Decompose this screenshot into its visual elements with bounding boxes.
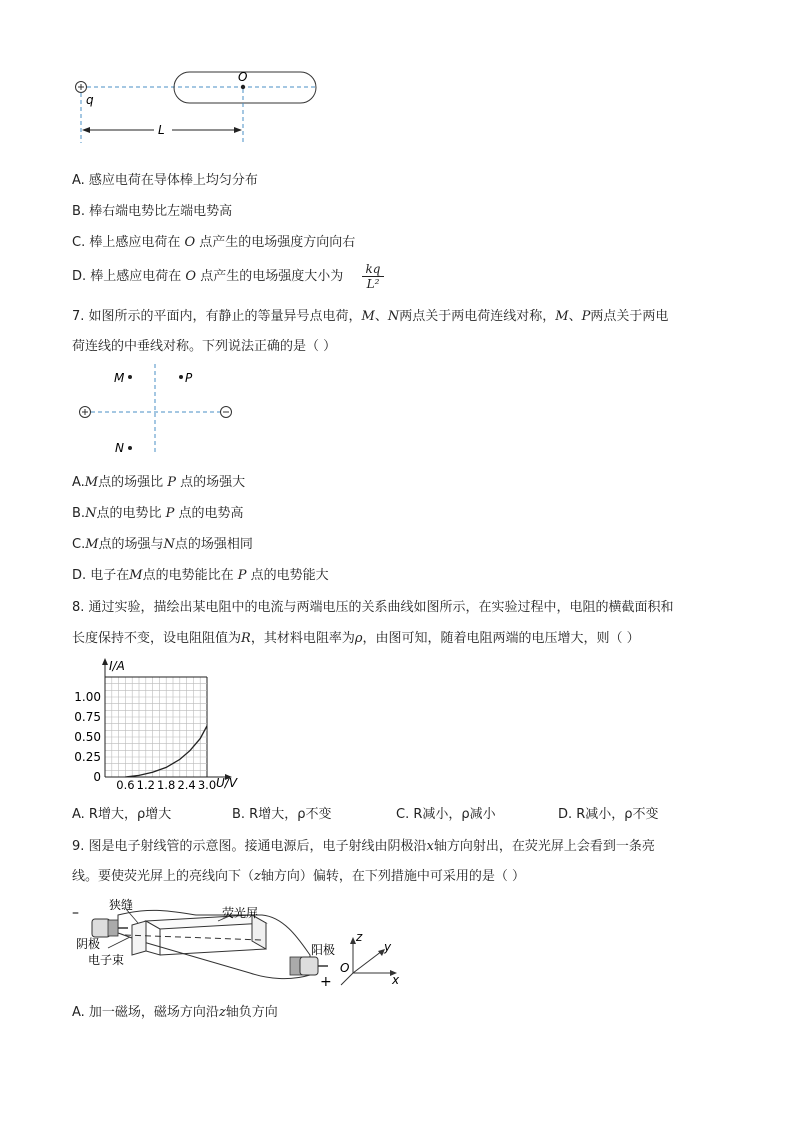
q7-c-n: N (163, 537, 175, 552)
q7-d-text3: 点的电势能大 (250, 568, 329, 583)
q8-text: 长度保持不变，设电阻阻值为 (72, 631, 242, 646)
anode-electrode (290, 957, 328, 975)
beam-pointer (108, 937, 130, 948)
q7-d-text2: 点的电势能比在 (142, 568, 234, 583)
q9-a-z: z (218, 1005, 226, 1020)
q6-d-text: D. 棒上感应电荷在 (72, 269, 182, 284)
q8-text2: ，其材料电阻率为 (250, 631, 355, 646)
x-tick-label: 1.2 (136, 778, 155, 792)
positive-charge-icon (76, 82, 87, 93)
y-tick-label: 0.50 (74, 730, 101, 744)
q7-c-text: 点的场强与 (98, 537, 164, 552)
point-m (128, 375, 132, 379)
q9-var-z: z (254, 869, 261, 884)
y-axis (102, 658, 108, 777)
q6-c-text: C. 棒上感应电荷在 (72, 235, 181, 250)
q8-stem-line1: 8. 通过实验，描绘出某电阻中的电流与两端电压的关系曲线如图所示，在实验过程中，电阻的横截面积和 (72, 600, 674, 615)
q9-text3: 线。要使荧光屏上的亮线向下（ (72, 869, 255, 884)
q6-c-point: O (184, 235, 196, 250)
q6-d-text-mid: 点产生的电场强度大小为 (200, 269, 344, 284)
slit-plate (132, 921, 146, 955)
q6-option-b[interactable]: B. 棒右端电势比左端电势高 (72, 204, 233, 219)
label-n: N (115, 441, 124, 455)
point-p (179, 375, 183, 379)
x-tick-label: 2.4 (177, 778, 196, 792)
cathode-label: 阴极 (76, 937, 101, 951)
q8-var-r: R (241, 631, 251, 646)
q7-stem-line1 (72, 309, 668, 325)
q8-option-a[interactable]: A. R增大，ρ增大 (72, 807, 172, 822)
q7-c-m: M (85, 537, 99, 552)
q7-a-p: P (167, 475, 177, 490)
q9-text4: 轴方向）偏转，在下列措施中可采用的是（ ） (260, 869, 526, 884)
cathode-ray-tube-figure (0, 893, 794, 993)
q6-c-text-end: 点产生的电场强度方向向右 (199, 235, 356, 250)
point-n (128, 446, 132, 450)
q6-d-point: O (185, 269, 197, 284)
y-tick-label: 0.25 (74, 750, 101, 764)
axis-x-label: x (392, 973, 400, 987)
q9-stem-line1 (72, 839, 655, 855)
x-tick-label: 3.0 (197, 778, 217, 792)
q7-d-p: P (237, 568, 247, 583)
positive-terminal-label: + (320, 974, 332, 990)
q7-d-text: D. 电子在 (72, 568, 130, 583)
q6-d-fraction (362, 262, 384, 291)
q7-var-p: P (581, 309, 591, 324)
q7-stem-text: 7. 如图所示的平面内，有静止的等量异号点电荷， (72, 309, 362, 324)
positive-charge-icon (80, 407, 91, 418)
fraction-numerator: kq (362, 262, 384, 277)
y-tick-labels (74, 690, 101, 784)
y-tick-label: 1.00 (74, 690, 101, 704)
negative-charge-icon (221, 407, 232, 418)
q7-b-letter: B. (72, 506, 86, 521)
slit-label: 狭缝 (109, 898, 134, 912)
q9-text: 9. 图是电子射线管的示意图。接通电源后，电子射线由阴极沿 (72, 839, 427, 854)
q7-a-m: M (84, 475, 99, 490)
q7-option-d[interactable] (72, 568, 329, 584)
q6-option-a[interactable]: A. 感应电荷在导体棒上均匀分布 (72, 173, 258, 188)
q7-a-letter: A. (72, 475, 85, 490)
q7-var-n: N (387, 309, 400, 324)
beam-label: 电子束 (88, 953, 125, 967)
q8-option-b[interactable]: B. R增大，ρ不变 (232, 807, 332, 822)
q8-stem-line2 (72, 631, 640, 647)
q9-text2: 轴方向射出，在荧光屏上会看到一条亮 (433, 839, 655, 854)
axis-o-label: O (340, 961, 350, 975)
x-tick-label: 1.8 (157, 778, 176, 792)
x-tick-labels (116, 778, 216, 792)
label-m: M (114, 371, 125, 385)
q7-a-text: 点的场强比 (98, 475, 164, 490)
q7-d-m: M (129, 568, 143, 583)
axis-y-label: y (384, 940, 392, 954)
y-tick-label: 0 (93, 770, 101, 784)
center-label: O (238, 70, 248, 84)
length-label: L (158, 123, 165, 137)
q7-a-text2: 点的场强大 (180, 475, 246, 490)
anode-label: 阳极 (311, 943, 336, 957)
q7-stem-line2: 荷连线的中垂线对称。下列说法正确的是（ ） (72, 339, 337, 354)
x-tick-label: 0.6 (116, 778, 135, 792)
fraction-denominator: L² (366, 277, 380, 291)
iu-chart (0, 650, 794, 800)
q9-var-x: x (426, 839, 434, 854)
q7-b-n: N (85, 506, 97, 521)
q8-option-d[interactable]: D. R减小，ρ不变 (558, 807, 659, 822)
fluorescent-screen (146, 915, 266, 955)
q8-text3: ，由图可知，随着电阻两端的电压增大，则（ ） (362, 631, 640, 646)
q7-var-m: M (361, 309, 375, 324)
q7-stem-text3: 两点关于两电 (590, 309, 669, 324)
q7-stem-text2: 两点关于两电荷连线对称， (399, 309, 556, 324)
y-tick-label: 0.75 (74, 710, 101, 724)
q9-a-text2: 轴负方向 (225, 1005, 278, 1020)
q8-var-rho: ρ (354, 631, 363, 646)
x-axis-label: U/V (216, 776, 238, 790)
screen-label: 荧光屏 (222, 906, 259, 920)
q6-option-c[interactable] (72, 235, 355, 251)
q7-option-a[interactable] (72, 475, 245, 491)
charge-label: q (86, 93, 94, 107)
chart-grid (105, 677, 207, 777)
q7-c-letter: C. (72, 537, 86, 552)
q7-sep: 、 (374, 309, 388, 324)
q6-option-d[interactable] (72, 269, 343, 285)
q7-var-m2: M (555, 309, 569, 324)
q7-sep2: 、 (568, 309, 582, 324)
label-p: P (185, 371, 193, 385)
q7-b-p: P (165, 506, 175, 521)
q7-b-text2: 点的电势高 (178, 506, 244, 521)
negative-terminal-label: – (72, 905, 79, 921)
rod-charge-figure (0, 0, 794, 150)
q9-option-a[interactable] (72, 1005, 278, 1021)
q7-option-c[interactable] (72, 537, 253, 553)
y-axis-label: I/A (109, 659, 125, 673)
q9-a-text: A. 加一磁场，磁场方向沿 (72, 1005, 219, 1020)
q8-option-c[interactable]: C. R减小，ρ减小 (396, 807, 496, 822)
axis-z-label: z (356, 930, 363, 944)
center-point (241, 85, 245, 89)
q9-stem-line2 (72, 869, 525, 885)
q7-option-b[interactable] (72, 506, 244, 522)
q7-c-text2: 点的场强相同 (174, 537, 253, 552)
q7-b-text: 点的电势比 (96, 506, 162, 521)
dipole-figure (0, 360, 794, 460)
